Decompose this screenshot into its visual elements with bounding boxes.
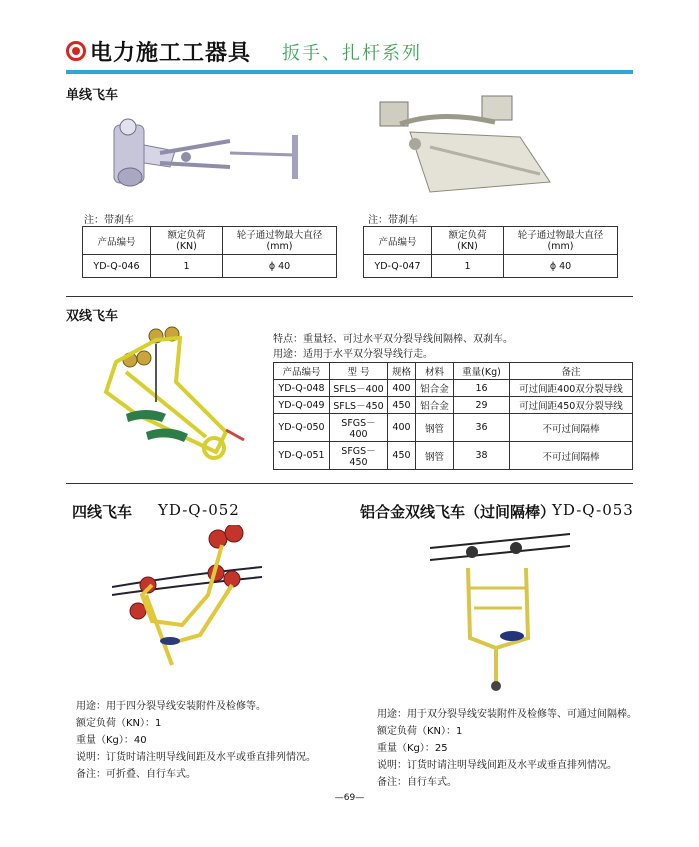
table-cell: 400 <box>388 414 416 442</box>
table-cell: YD-Q-049 <box>274 397 330 414</box>
spec-table-046 <box>82 226 337 278</box>
desc-line: 用途：用于四分裂导线安装附件及检修等。 <box>76 701 266 712</box>
table-cell: ϕ 40 <box>223 255 337 278</box>
table-header: 轮子通过物最大直径 (mm) <box>504 227 618 255</box>
section-heading-four: 四线飞车 <box>72 503 133 521</box>
section-divider <box>66 296 633 297</box>
section-heading-double: 双线飞车 <box>66 309 119 324</box>
product-image-052 <box>112 525 262 675</box>
table-cell: 450 <box>388 442 416 470</box>
description-052 <box>76 698 316 783</box>
product-image-double <box>96 322 256 467</box>
table-cell: 可过间距450双分裂导线 <box>510 397 633 414</box>
note-046: 注：带刹车 <box>84 215 134 226</box>
description-053 <box>377 706 637 791</box>
table-row <box>274 414 633 442</box>
table-cell: 1 <box>151 255 223 278</box>
section-heading-alu: 铝合金双线飞车（过间隔棒） <box>360 503 556 521</box>
desc-line: 说明：订货时请注明导线间距及水平或垂直排列情况。 <box>377 760 617 771</box>
table-cell: ϕ 40 <box>504 255 618 278</box>
table-header: 产品编号 <box>83 227 151 255</box>
header-rule <box>66 70 633 74</box>
spec-table-047 <box>363 226 618 278</box>
table-header: 规格 <box>388 363 416 380</box>
table-header: 型 号 <box>330 363 388 380</box>
section-heading-single: 单线飞车 <box>66 88 119 103</box>
page-number: —69— <box>334 793 365 803</box>
desc-line: 备注：自行车式。 <box>377 777 457 788</box>
table-cell: YD-Q-046 <box>83 255 151 278</box>
table-cell: YD-Q-047 <box>364 255 432 278</box>
table-cell: 16 <box>454 380 510 397</box>
table-header: 备注 <box>510 363 633 380</box>
table-row <box>274 397 633 414</box>
table-cell: YD-Q-048 <box>274 380 330 397</box>
table-cell: 不可过间隔棒 <box>510 414 633 442</box>
table-header: 重量(Kg) <box>454 363 510 380</box>
table-header: 材料 <box>416 363 454 380</box>
table-cell: 铝合金 <box>416 380 454 397</box>
table-header: 额定负荷 (KN) <box>151 227 223 255</box>
table-cell: 钢管 <box>416 414 454 442</box>
product-image-047 <box>370 92 570 207</box>
note-047: 注：带刹车 <box>368 215 418 226</box>
desc-line: 额定负荷（KN）：1 <box>76 718 162 729</box>
model-code-052: YD-Q-052 <box>158 501 240 519</box>
desc-line: 额定负荷（KN）：1 <box>377 726 463 737</box>
table-header: 轮子通过物最大直径 (mm) <box>223 227 337 255</box>
table-cell: SFLS－450 <box>330 397 388 414</box>
desc-line: 重量（Kg）：40 <box>76 735 147 746</box>
page-subtitle: 扳手、扎杆系列 <box>282 43 422 64</box>
target-icon <box>66 41 86 61</box>
table-row <box>274 380 633 397</box>
product-image-053 <box>430 528 570 693</box>
table-cell: 不可过间隔棒 <box>510 442 633 470</box>
desc-line: 用途：用于双分裂导线安装附件及检修等、可通过间隔棒。 <box>377 709 637 720</box>
table-cell: 钢管 <box>416 442 454 470</box>
table-cell: 29 <box>454 397 510 414</box>
page-title: 电力施工工器具 <box>90 40 252 66</box>
table-cell: 400 <box>388 380 416 397</box>
model-code-053: YD-Q-053 <box>552 501 634 519</box>
table-cell: YD-Q-051 <box>274 442 330 470</box>
table-row <box>274 442 633 470</box>
table-cell: 1 <box>432 255 504 278</box>
table-cell: SFLS－400 <box>330 380 388 397</box>
table-cell: SFGS－450 <box>330 442 388 470</box>
table-cell: 38 <box>454 442 510 470</box>
section-divider <box>66 483 633 484</box>
desc-line: 重量（Kg）：25 <box>377 743 448 754</box>
table-cell: SFGS－400 <box>330 414 388 442</box>
desc-line: 备注：可折叠、自行车式。 <box>76 769 196 780</box>
table-header: 产品编号 <box>274 363 330 380</box>
table-cell: 铝合金 <box>416 397 454 414</box>
table-cell: 可过间距400双分裂导线 <box>510 380 633 397</box>
product-image-046 <box>100 105 310 200</box>
table-cell: 450 <box>388 397 416 414</box>
table-cell: 36 <box>454 414 510 442</box>
double-features: 特点：重量轻、可过水平双分裂导线间隔棒、双刹车。 <box>273 334 513 345</box>
table-header: 产品编号 <box>364 227 432 255</box>
page-header <box>66 34 251 68</box>
table-cell: YD-Q-050 <box>274 414 330 442</box>
table-header: 额定负荷 (KN) <box>432 227 504 255</box>
desc-line: 说明：订货时请注明导线间距及水平或垂直排列情况。 <box>76 752 316 763</box>
spec-table-double <box>273 362 633 470</box>
double-usage: 用途：适用于水平双分裂导线行走。 <box>273 349 433 360</box>
